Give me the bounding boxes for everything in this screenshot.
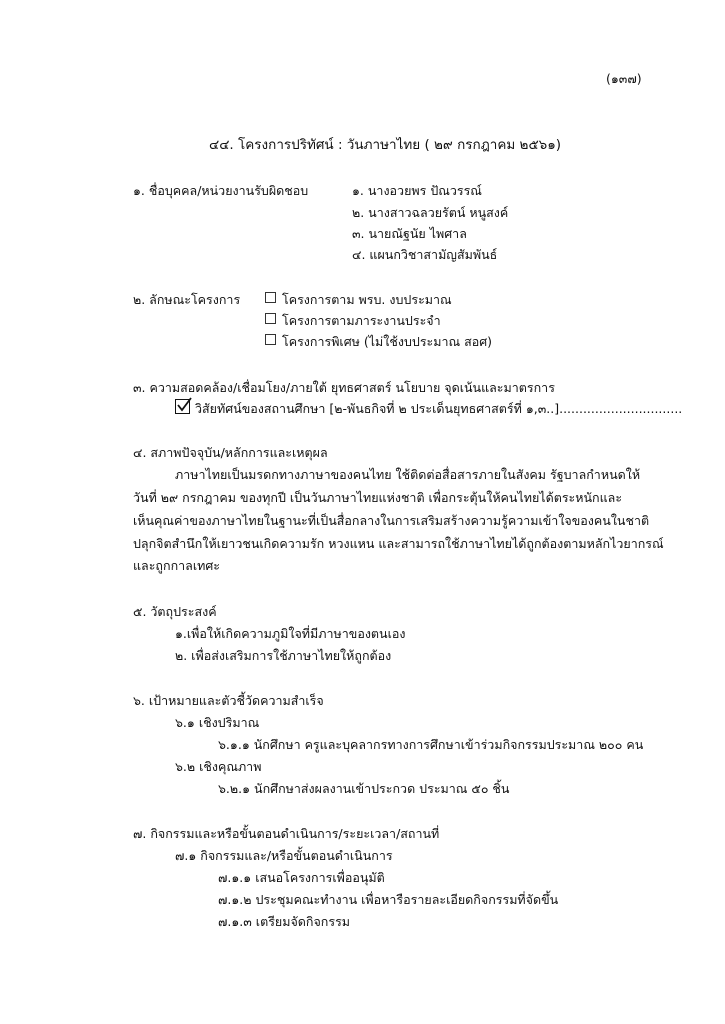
rationale-line-1: ภาษาไทยเป็นมรดกทางภาษาของคนไทย ใช้ติดต่อสื่อสารภายในสังคม รัฐบาลกำหนดให้ — [175, 467, 641, 482]
qualitative-indicator: ๖.๒.๑ นักศึกษาส่งผลงานเข้าประกวด ประมาณ ๕๐ ชิ้น — [218, 781, 510, 796]
page-title: ๔๔. โครงการปริทัศน์ : วันภาษาไทย ( ๒๙ กรกฎาคม ๒๕๖๑) — [209, 137, 562, 153]
responsible-person-1: ๑. นางอวยพร ปัณวรรณ์ — [352, 183, 482, 198]
section-1-label: ๑. ชื่อบุคคล/หน่วยงานรับผิดชอบ — [133, 183, 309, 198]
section-4-label: ๔. สภาพปัจจุบัน/หลักการและเหตุผล — [133, 445, 328, 460]
qualitative-label: ๖.๒ เชิงคุณภาพ — [175, 759, 262, 774]
section-7-label: ๗. กิจกรรมและหรือขั้นตอนดำเนินการ/ระยะเวลา/สถานที่ — [133, 826, 440, 841]
rationale-line-5: และถูกกาลเทศะ — [133, 558, 220, 573]
option-routine-project: โครงการตามภาระงานประจำ — [282, 313, 441, 328]
activity-step-1: ๗.๑.๑ เสนอโครงการเพื่ออนุมัติ — [218, 870, 385, 885]
rationale-line-3: เห็นคุณค่าของภาษาไทยในฐานะที่เป็นสื่อกลางในการเสริมสร้างความรู้ความเข้าใจของคนในชาติ — [133, 513, 650, 528]
activity-step-2: ๗.๑.๒ ประชุมคณะทำงาน เพื่อหารือรายละเอียดกิจกรรมที่จัดขึ้น — [218, 892, 559, 907]
activity-step-3: ๗.๑.๓ เตรียมจัดกิจกรรม — [218, 914, 351, 929]
section-5-label: ๕. วัตถุประสงค์ — [133, 604, 217, 619]
objective-1: ๑.เพื่อให้เกิดความภูมิใจที่มีภาษาของตนเอง — [175, 626, 406, 641]
section-6-label: ๖. เป้าหมายและตัวชี้วัดความสำเร็จ — [133, 693, 324, 708]
responsible-person-3: ๓. นายณัฐนัย ไพศาล — [352, 226, 467, 241]
vision-alignment-text: วิสัยทัศน์ของสถานศึกษา [๒-พันธกิจที่ ๒ ประเด็นยุทธศาสตร์ที่ ๑,๓..]............................... — [195, 401, 683, 416]
section-3-label: ๓. ความสอดคล้อง/เชื่อมโยง/ภายใต้ ยุทธศาสตร์ นโยบาย จุดเน้นและมาตรการ — [133, 380, 555, 395]
rationale-line-4: ปลุกจิตสำนึกให้เยาวชนเกิดความรัก หวงแหน และสามารถใช้ภาษาไทยได้ถูกต้องตามหลักไวยากรณ์ — [133, 536, 664, 551]
checkbox-vision-checked[interactable] — [175, 399, 190, 414]
checkmark-icon — [175, 396, 193, 414]
activities-sub-label: ๗.๑ กิจกรรมและ/หรือขั้นตอนดำเนินการ — [175, 848, 393, 863]
checkbox-routine-project[interactable] — [265, 313, 276, 324]
page-number: (๑๓๗) — [606, 71, 642, 86]
responsible-department: ๔. แผนกวิชาสามัญสัมพันธ์ — [352, 247, 498, 262]
checkbox-special-project[interactable] — [265, 334, 276, 345]
rationale-line-2: วันที่ ๒๙ กรกฎาคม ของทุกปี เป็นวันภาษาไทยแห่งชาติ เพื่อกระตุ้นให้คนไทยได้ตระหนักและ — [133, 490, 623, 505]
quantitative-indicator: ๖.๑.๑ นักศึกษา ครูและบุคลากรทางการศึกษาเข้าร่วมกิจกรรมประมาณ ๒๐๐ คน — [218, 737, 644, 752]
checkbox-budget-project[interactable] — [265, 292, 276, 303]
section-2-label: ๒. ลักษณะโครงการ — [133, 292, 241, 307]
option-special-project: โครงการพิเศษ (ไม่ใช้งบประมาณ สอศ) — [282, 334, 493, 349]
responsible-person-2: ๒. นางสาวฉลวยรัตน์ หนูสงค์ — [352, 205, 509, 220]
option-budget-project: โครงการตาม พรบ. งบประมาณ — [282, 292, 452, 307]
quantitative-label: ๖.๑ เชิงปริมาณ — [175, 715, 260, 730]
objective-2: ๒. เพื่อส่งเสริมการใช้ภาษาไทยให้ถูกต้อง — [175, 648, 392, 663]
